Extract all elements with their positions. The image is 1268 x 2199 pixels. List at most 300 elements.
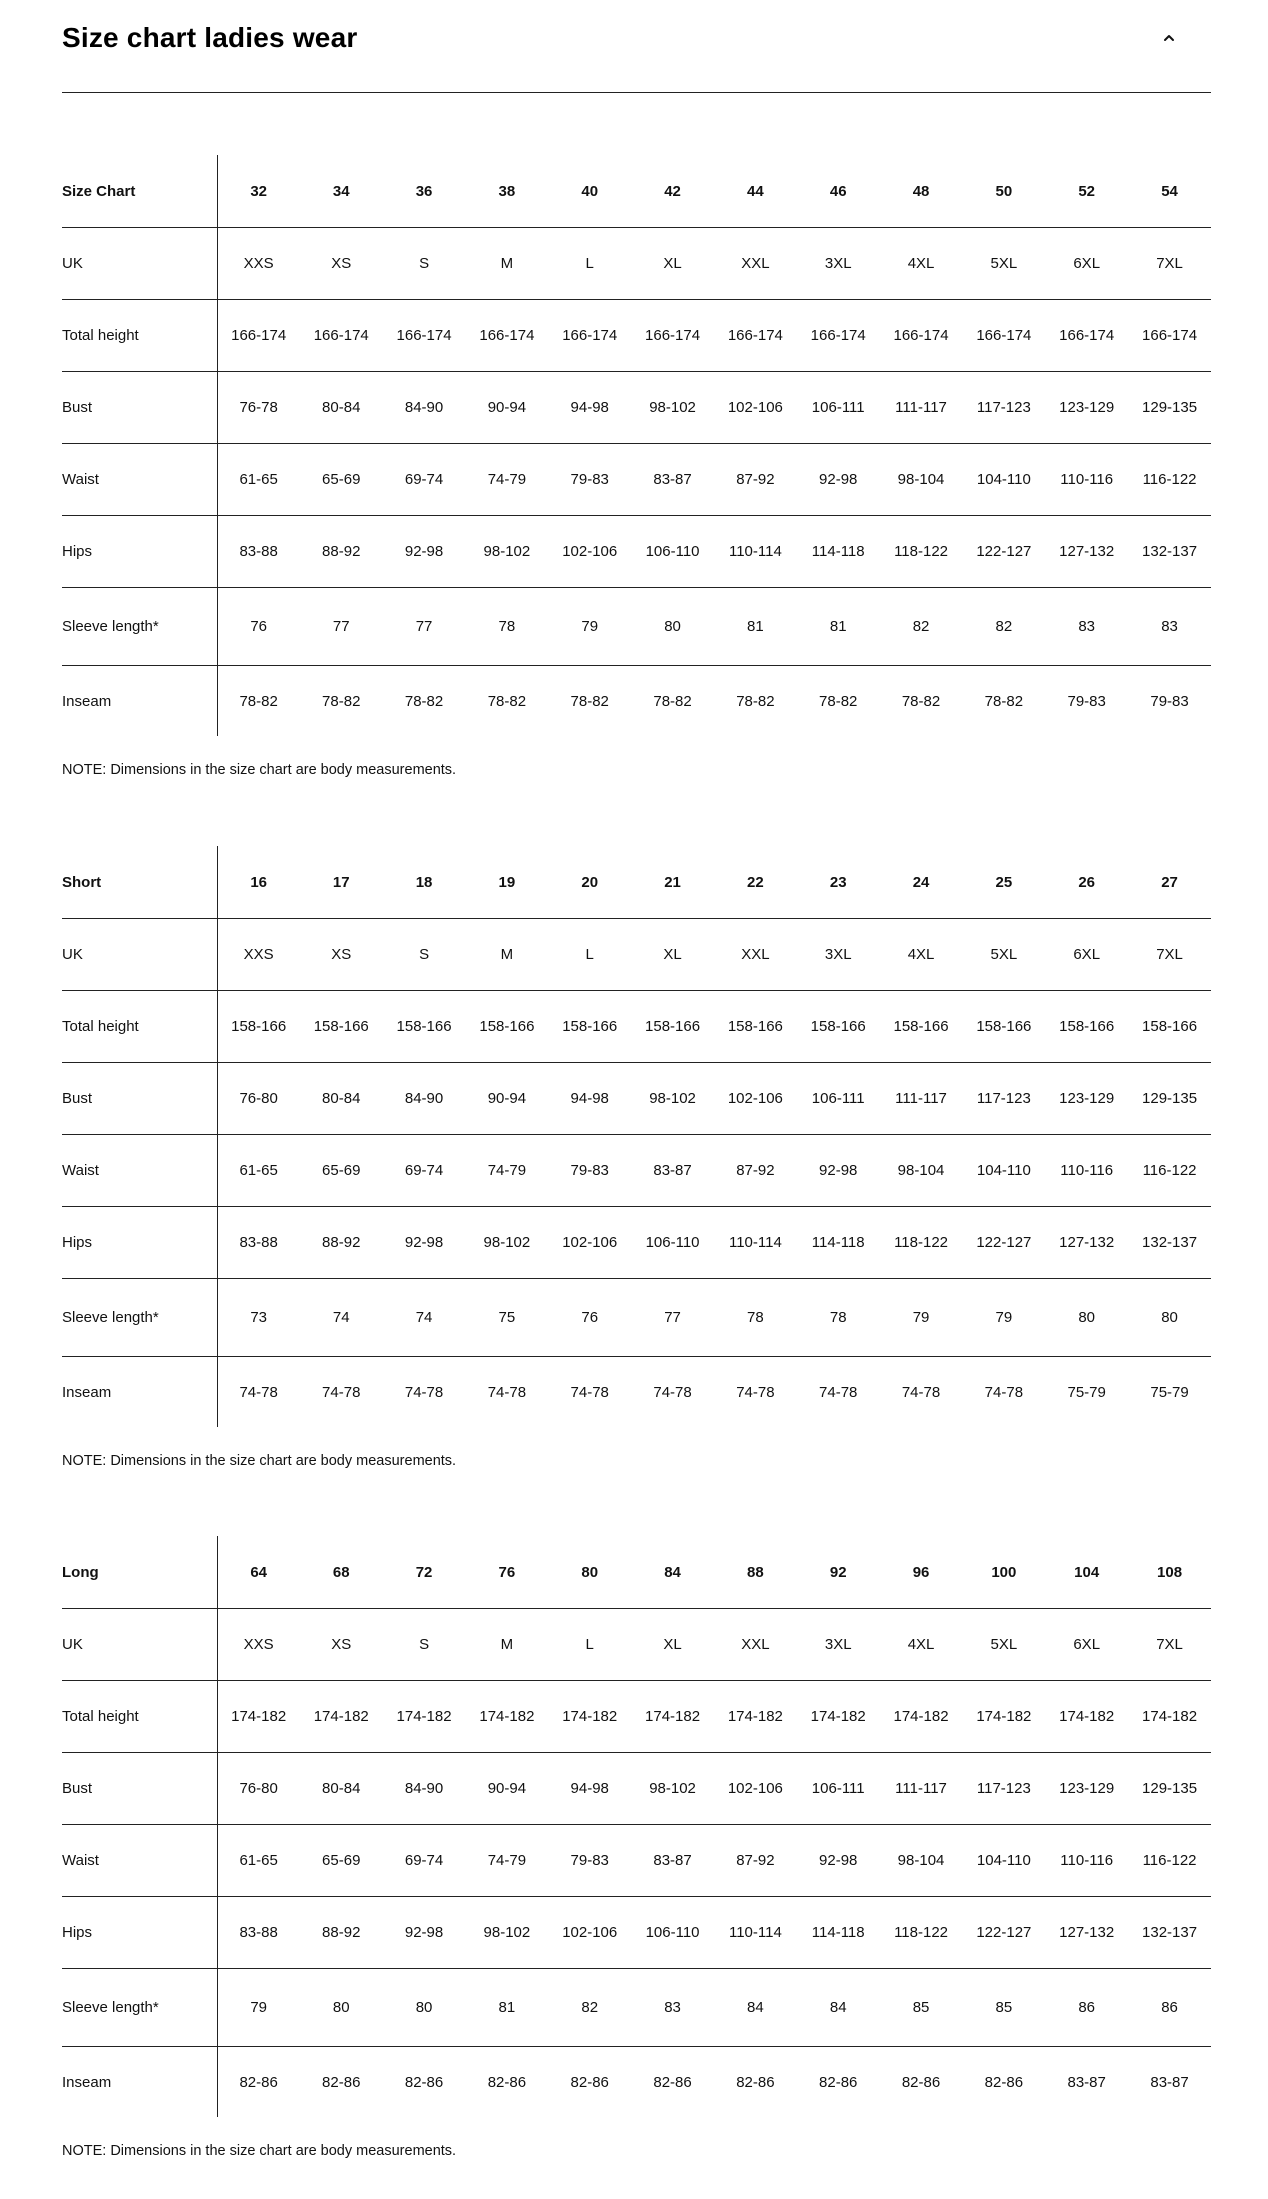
table-cell: 65-69 [300,1825,383,1897]
table-cell: 92-98 [797,1825,880,1897]
table-cell: 127-132 [1045,1897,1128,1969]
table-cell: 132-137 [1128,1897,1211,1969]
table-cell: 129-135 [1128,1063,1211,1135]
table-cell: 82-86 [797,2047,880,2118]
table-cell: 87-92 [714,444,797,516]
table-cell: 122-127 [962,1207,1045,1279]
table-title: Size Chart [62,155,217,228]
size-header-cell: 38 [498,182,516,200]
table-cell: 92-98 [383,516,466,588]
table-cell: 98-104 [880,1825,963,1897]
table-cell: 114-118 [797,516,880,588]
row-label: Hips [62,516,217,588]
size-header-cell: 80 [581,1563,599,1581]
size-header-cell: 50 [995,182,1013,200]
table-cell: 158-166 [465,991,548,1063]
table-cell: 82 [880,588,963,666]
table-cell: 4XL [880,1609,963,1681]
table-cell: 158-166 [797,991,880,1063]
table-cell: 77 [300,588,383,666]
table-cell: 6XL [1045,919,1128,991]
table-cell: 158-166 [962,991,1045,1063]
size-header-cell: 72 [415,1563,433,1581]
size-header-cell: 88 [747,1563,764,1581]
table-row [62,2047,1211,2118]
table-cell: 82-86 [548,2047,631,2118]
table-cell: L [548,228,631,300]
table-cell: 98-102 [465,516,548,588]
table-cell: 117-123 [962,1753,1045,1825]
table-row [62,516,1211,588]
table-cell: 4XL [880,919,963,991]
table-cell: 114-118 [797,1207,880,1279]
table-cell: 174-182 [631,1681,714,1753]
table-cell: 79-83 [548,1135,631,1207]
table-cell: 111-117 [880,1753,963,1825]
measurement-note: NOTE: Dimensions in the size chart are body measurements. [62,2143,457,2159]
table-cell: 80-84 [300,372,383,444]
table-cell: 80-84 [300,1753,383,1825]
table-cell: 166-174 [300,300,383,372]
table-cell: 106-111 [797,1753,880,1825]
table-cell: 111-117 [880,1063,963,1135]
table-cell: 104-110 [962,1825,1045,1897]
table-cell: 127-132 [1045,516,1128,588]
table-cell: XL [631,919,714,991]
size-chart-header [62,0,1211,93]
table-cell: 174-182 [1045,1681,1128,1753]
table-cell: 74-78 [714,1357,797,1428]
table-cell: 92-98 [383,1897,466,1969]
size-header-cell: 64 [250,1563,267,1581]
table-cell: 158-166 [1128,991,1211,1063]
table-row [62,919,1211,991]
table-cell: 82-86 [217,2047,300,2118]
table-cell: 82-86 [465,2047,548,2118]
table-cell: 110-114 [714,516,797,588]
table-cell: 74-79 [465,444,548,516]
table-cell: L [548,1609,631,1681]
table-cell: 83-88 [217,1897,300,1969]
table-cell: 106-110 [631,516,714,588]
size-table [62,155,1211,736]
size-header-cell: 40 [581,182,599,200]
table-row [62,1681,1211,1753]
row-label: Inseam [62,666,217,737]
table-cell: 80-84 [300,1063,383,1135]
table-cell: 5XL [962,919,1045,991]
table-cell: 82 [548,1969,631,2047]
table-cell: 80 [1045,1279,1128,1357]
table-row [62,1279,1211,1357]
size-header-cell: 104 [1074,1563,1100,1581]
table-cell: 69-74 [383,444,466,516]
row-label: Bust [62,372,217,444]
table-cell: 80 [300,1969,383,2047]
chevron-up-icon [1162,33,1176,43]
table-cell: 61-65 [217,1135,300,1207]
table-cell: 5XL [962,228,1045,300]
table-cell: 110-116 [1045,444,1128,516]
table-cell: 3XL [797,228,880,300]
table-cell: 84-90 [383,372,466,444]
table-cell: 3XL [797,919,880,991]
collapse-toggle-button[interactable] [1157,26,1181,50]
row-label: Waist [62,1825,217,1897]
table-cell: 92-98 [383,1207,466,1279]
table-cell: XS [300,1609,383,1681]
table-header-row [62,846,1211,919]
size-header-cell: 84 [664,1563,681,1581]
table-cell: 74 [300,1279,383,1357]
table-cell: 123-129 [1045,1063,1128,1135]
size-chart-short [62,846,1211,1469]
size-header-cell: 23 [829,873,847,891]
table-cell: 77 [383,588,466,666]
table-cell: 84-90 [383,1063,466,1135]
row-label: Total height [62,300,217,372]
row-label: Bust [62,1063,217,1135]
row-label: Waist [62,1135,217,1207]
table-cell: 123-129 [1045,372,1128,444]
table-cell: 4XL [880,228,963,300]
table-cell: 122-127 [962,516,1045,588]
table-cell: 78-82 [217,666,300,737]
table-cell: 79 [217,1969,300,2047]
size-header-cell: 52 [1078,182,1096,200]
table-title: Short [62,846,217,919]
table-row [62,666,1211,737]
table-cell: XXS [217,228,300,300]
table-cell: 92-98 [797,1135,880,1207]
table-cell: 74-78 [797,1357,880,1428]
table-header-row [62,155,1211,228]
table-cell: 74-78 [217,1357,300,1428]
size-header-cell: 25 [995,873,1013,891]
size-header-cell: 76 [498,1563,516,1581]
table-cell: M [465,919,548,991]
table-cell: 114-118 [797,1897,880,1969]
table-cell: 76 [548,1279,631,1357]
table-cell: 78 [465,588,548,666]
table-cell: 75 [465,1279,548,1357]
table-cell: M [465,228,548,300]
table-cell: 6XL [1045,1609,1128,1681]
size-header-cell: 44 [747,182,764,200]
table-cell: 79-83 [1128,666,1211,737]
table-cell: 78-82 [548,666,631,737]
row-label: UK [62,1609,217,1681]
table-cell: 158-166 [300,991,383,1063]
table-cell: 85 [962,1969,1045,2047]
table-cell: 84-90 [383,1753,466,1825]
table-cell: 158-166 [548,991,631,1063]
table-cell: 79-83 [1045,666,1128,737]
table-cell: 74-78 [631,1357,714,1428]
table-row [62,1753,1211,1825]
table-cell: 78 [714,1279,797,1357]
table-cell: 174-182 [1128,1681,1211,1753]
table-cell: 78-82 [962,666,1045,737]
row-label: Inseam [62,1357,217,1428]
size-header-cell: 18 [415,873,433,891]
table-cell: 88-92 [300,1897,383,1969]
table-cell: 166-174 [631,300,714,372]
table-cell: 80 [383,1969,466,2047]
row-label: Sleeve length* [62,1969,217,2047]
table-cell: S [383,919,466,991]
table-cell: 88-92 [300,516,383,588]
table-cell: 74-78 [465,1357,548,1428]
table-cell: 83-87 [1128,2047,1211,2118]
table-cell: 123-129 [1045,1753,1128,1825]
table-cell: 83-87 [1045,2047,1128,2118]
table-cell: XXL [714,919,797,991]
table-cell: 110-116 [1045,1135,1128,1207]
size-header-cell: 96 [912,1563,930,1581]
table-cell: 110-114 [714,1207,797,1279]
table-cell: 81 [714,588,797,666]
row-label: Total height [62,991,217,1063]
size-header-cell: 42 [664,182,681,200]
table-cell: 7XL [1128,919,1211,991]
table-cell: XXS [217,1609,300,1681]
size-header-cell: 17 [332,873,350,891]
size-header-cell: 54 [1161,182,1178,200]
table-cell: 102-106 [714,372,797,444]
size-header-cell: 100 [991,1563,1017,1581]
table-cell: 129-135 [1128,372,1211,444]
table-row [62,1135,1211,1207]
row-label: UK [62,228,217,300]
table-cell: XS [300,228,383,300]
size-table [62,846,1211,1427]
table-cell: 7XL [1128,228,1211,300]
size-header-cell: 22 [747,873,764,891]
row-label: Waist [62,444,217,516]
table-cell: 90-94 [465,1753,548,1825]
table-row [62,372,1211,444]
table-cell: 82-86 [383,2047,466,2118]
size-header-cell: 108 [1157,1563,1183,1581]
row-label: Sleeve length* [62,588,217,666]
table-cell: 82 [962,588,1045,666]
table-cell: 82-86 [962,2047,1045,2118]
table-cell: XL [631,1609,714,1681]
table-cell: 3XL [797,1609,880,1681]
table-cell: 98-102 [631,372,714,444]
table-row [62,300,1211,372]
table-cell: 116-122 [1128,444,1211,516]
table-cell: 78-82 [797,666,880,737]
table-cell: 118-122 [880,1207,963,1279]
table-cell: 69-74 [383,1135,466,1207]
table-cell: 158-166 [217,991,300,1063]
size-header-cell: 48 [912,182,930,200]
row-label: UK [62,919,217,991]
table-cell: 84 [797,1969,880,2047]
table-cell: 166-174 [217,300,300,372]
table-cell: 174-182 [714,1681,797,1753]
table-cell: 174-182 [300,1681,383,1753]
size-header-cell: 46 [829,182,847,200]
table-cell: 122-127 [962,1897,1045,1969]
table-title: Long [62,1536,217,1609]
table-cell: 98-104 [880,1135,963,1207]
table-cell: 174-182 [465,1681,548,1753]
size-chart-regular [62,155,1211,778]
table-cell: 74-78 [880,1357,963,1428]
row-label: Sleeve length* [62,1279,217,1357]
table-row [62,1609,1211,1681]
table-cell: 88-92 [300,1207,383,1279]
table-cell: 166-174 [1045,300,1128,372]
table-cell: 83 [1128,588,1211,666]
table-cell: 94-98 [548,372,631,444]
size-header-cell: 20 [581,873,599,891]
table-cell: 79 [880,1279,963,1357]
table-cell: 5XL [962,1609,1045,1681]
table-cell: 85 [880,1969,963,2047]
table-cell: 84 [714,1969,797,2047]
table-cell: 76-80 [217,1063,300,1135]
table-cell: 158-166 [880,991,963,1063]
table-cell: 80 [631,588,714,666]
row-label: Hips [62,1207,217,1279]
table-cell: 98-104 [880,444,963,516]
table-cell: 75-79 [1045,1357,1128,1428]
table-cell: 110-116 [1045,1825,1128,1897]
table-cell: 74-78 [383,1357,466,1428]
table-cell: 118-122 [880,516,963,588]
table-cell: 65-69 [300,1135,383,1207]
table-cell: 174-182 [548,1681,631,1753]
table-cell: 74-79 [465,1825,548,1897]
size-header-cell: 21 [664,873,681,891]
table-cell: 69-74 [383,1825,466,1897]
table-cell: 78-82 [880,666,963,737]
size-header-cell: 26 [1078,873,1096,891]
table-cell: 106-111 [797,1063,880,1135]
table-cell: XXL [714,228,797,300]
table-cell: 83-87 [631,1825,714,1897]
table-cell: 83 [1045,588,1128,666]
size-header-cell: 36 [415,182,433,200]
table-cell: 79 [962,1279,1045,1357]
table-cell: 132-137 [1128,516,1211,588]
table-cell: 74-79 [465,1135,548,1207]
table-cell: 102-106 [548,1207,631,1279]
table-cell: 116-122 [1128,1135,1211,1207]
table-row [62,228,1211,300]
table-cell: 174-182 [217,1681,300,1753]
table-cell: 106-110 [631,1897,714,1969]
table-cell: 61-65 [217,444,300,516]
table-cell: 80 [1128,1279,1211,1357]
table-cell: 104-110 [962,444,1045,516]
table-row [62,1063,1211,1135]
table-cell: 111-117 [880,372,963,444]
table-cell: M [465,1609,548,1681]
table-cell: 83 [631,1969,714,2047]
measurement-note: NOTE: Dimensions in the size chart are body measurements. [62,762,457,778]
size-header-cell: 16 [250,873,267,891]
table-cell: 106-110 [631,1207,714,1279]
table-cell: 117-123 [962,372,1045,444]
table-cell: 86 [1128,1969,1211,2047]
table-cell: 7XL [1128,1609,1211,1681]
table-cell: 98-102 [631,1063,714,1135]
table-cell: 98-102 [465,1897,548,1969]
table-cell: 158-166 [1045,991,1128,1063]
table-cell: 174-182 [962,1681,1045,1753]
table-cell: 78-82 [300,666,383,737]
table-cell: 74-78 [300,1357,383,1428]
table-cell: 158-166 [383,991,466,1063]
table-cell: 92-98 [797,444,880,516]
table-cell: 78-82 [465,666,548,737]
row-label: Hips [62,1897,217,1969]
table-cell: 90-94 [465,372,548,444]
size-header-cell: 32 [250,182,267,200]
table-cell: 75-79 [1128,1357,1211,1428]
table-row [62,991,1211,1063]
table-row [62,1825,1211,1897]
table-cell: 98-102 [631,1753,714,1825]
table-cell: 74-78 [548,1357,631,1428]
table-cell: 77 [631,1279,714,1357]
size-table [62,1536,1211,2117]
table-cell: 78-82 [714,666,797,737]
table-cell: 166-174 [383,300,466,372]
table-cell: 79-83 [548,1825,631,1897]
table-cell: S [383,228,466,300]
table-cell: 102-106 [714,1753,797,1825]
table-cell: 158-166 [631,991,714,1063]
table-cell: 83-87 [631,444,714,516]
table-cell: 166-174 [465,300,548,372]
table-cell: 78-82 [631,666,714,737]
size-header-cell: 24 [912,873,930,891]
table-cell: 98-102 [465,1207,548,1279]
size-header-cell: 19 [498,873,516,891]
table-cell: 87-92 [714,1825,797,1897]
table-cell: 79 [548,588,631,666]
table-cell: XS [300,919,383,991]
row-label: Inseam [62,2047,217,2118]
table-cell: 118-122 [880,1897,963,1969]
table-cell: 83-88 [217,1207,300,1279]
table-cell: 102-106 [714,1063,797,1135]
table-cell: 79-83 [548,444,631,516]
table-cell: 132-137 [1128,1207,1211,1279]
table-cell: 94-98 [548,1063,631,1135]
table-cell: 81 [465,1969,548,2047]
size-header-cell: 34 [332,182,350,200]
table-cell: 76 [217,588,300,666]
table-cell: 166-174 [714,300,797,372]
table-cell: 102-106 [548,1897,631,1969]
table-cell: 158-166 [714,991,797,1063]
table-cell: 117-123 [962,1063,1045,1135]
table-cell: 82-86 [300,2047,383,2118]
table-cell: 166-174 [797,300,880,372]
table-cell: 82-86 [880,2047,963,2118]
table-cell: 82-86 [714,2047,797,2118]
table-cell: 65-69 [300,444,383,516]
table-row [62,444,1211,516]
table-row [62,1207,1211,1279]
